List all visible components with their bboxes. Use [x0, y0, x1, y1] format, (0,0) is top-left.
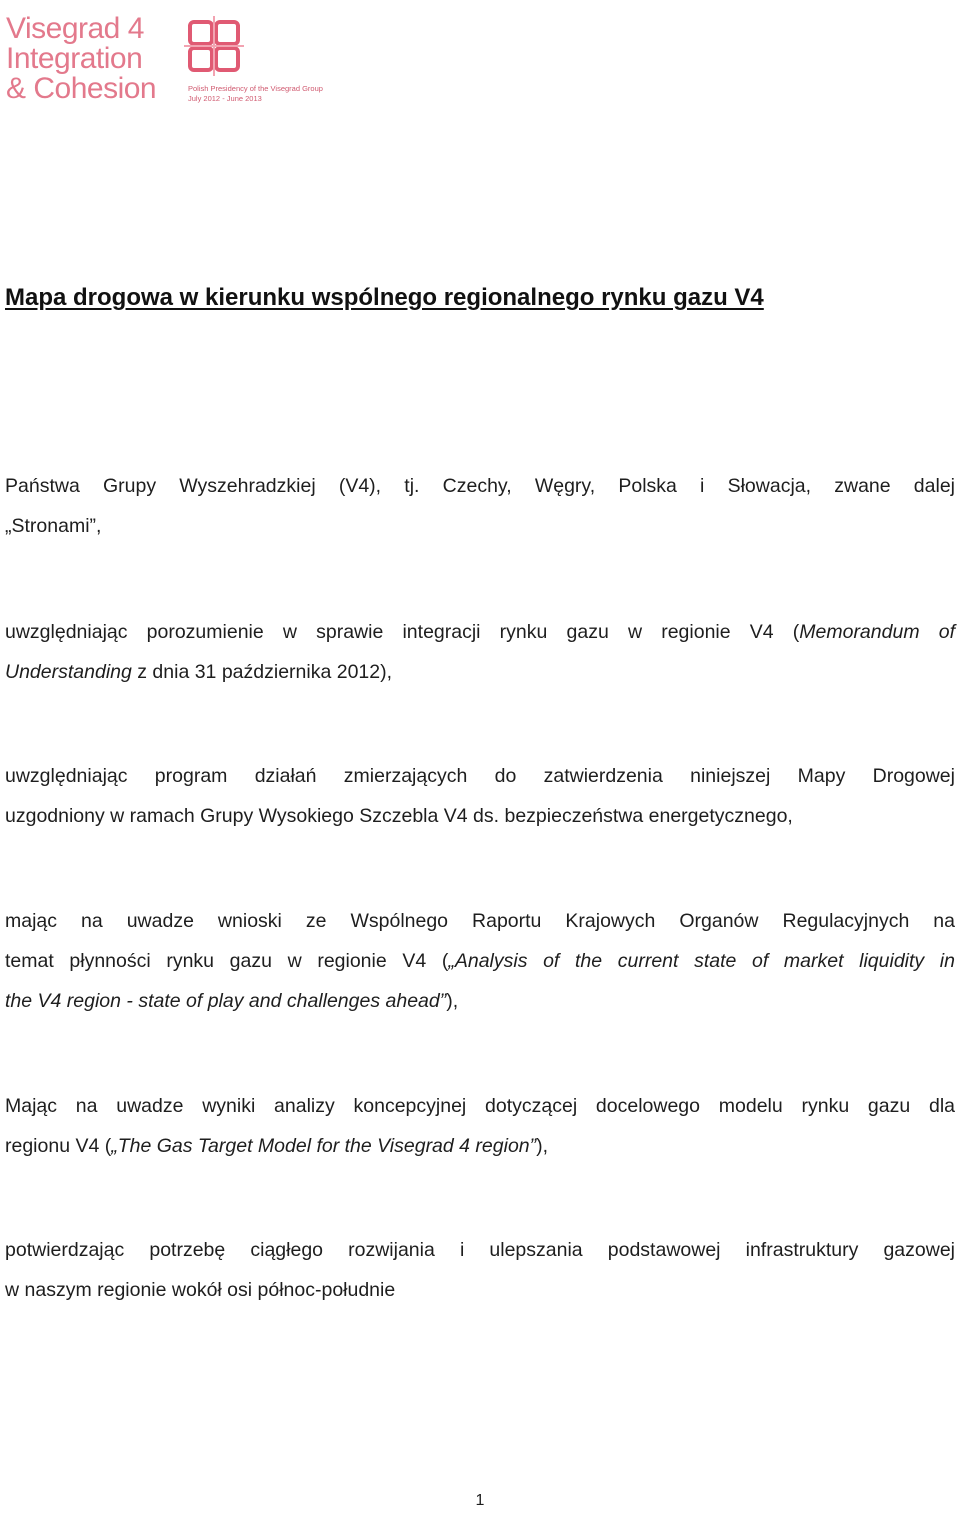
italic-run: „Analysis of the current state of market liquidity in: [448, 950, 955, 972]
paragraph-memorandum: [5, 612, 955, 692]
paragraph-line: [5, 981, 955, 1021]
logo-caption: [188, 84, 323, 104]
presidency-emblem-icon: [184, 16, 244, 76]
logo-wordmark: [6, 14, 178, 104]
text-run: regionu V4 (: [5, 1135, 112, 1157]
logo-line-3: & Cohesion: [6, 72, 157, 105]
paragraph-action-program: [5, 756, 955, 836]
paragraph-line: uzgodniony w ramach Grupy Wysokiego Szczebla V4 ds. bezpieczeństwa energetycznego,: [5, 805, 793, 827]
paragraph-regulators-report: [5, 901, 955, 1021]
logo-line-2: Integration: [6, 42, 143, 75]
document-title: Mapa drogowa w kierunku wspólnego regionalnego rynku gazu V4: [5, 284, 764, 311]
paragraph-parties: [5, 466, 955, 546]
logo-line-1: Visegrad 4: [6, 12, 144, 45]
paragraph-line: potwierdzając potrzebę ciągłego rozwijania i ulepszania podstawowej infrastruktury gazowej: [5, 1239, 955, 1261]
page-number: 1: [475, 1492, 485, 1509]
text-run: z dnia 31 października 2012),: [131, 661, 393, 683]
italic-run: Memorandum of: [799, 621, 955, 643]
paragraph-target-model: [5, 1086, 955, 1166]
paragraph-line: [5, 1126, 955, 1166]
text-run: ),: [446, 990, 459, 1012]
italic-run: Understanding: [5, 661, 132, 683]
logo-caption-line-1: Polish Presidency of the Visegrad Group: [188, 84, 323, 93]
paragraph-line: w naszym regionie wokół osi północ-południe: [5, 1279, 396, 1301]
paragraph-line: [5, 612, 955, 652]
paragraph-infrastructure: [5, 1230, 955, 1310]
paragraph-line: mając na uwadze wnioski ze Wspólnego Raportu Krajowych Organów Regulacyjnych na: [5, 910, 955, 932]
text-run: ),: [536, 1135, 549, 1157]
paragraph-line: [5, 652, 955, 692]
visegrad-logo: [6, 14, 356, 114]
logo-caption-line-2: July 2012 - June 2013: [188, 94, 262, 103]
paragraph-line: uwzględniając program działań zmierzających do zatwierdzenia niniejszej Mapy Drogowej: [5, 765, 955, 787]
paragraph-line: Państwa Grupy Wyszehradzkiej (V4), tj. Czechy, Węgry, Polska i Słowacja, zwane dalej: [5, 475, 955, 497]
paragraph-line: „Stronami”,: [5, 515, 102, 537]
paragraph-line: Mając na uwadze wyniki analizy koncepcyjnej dotyczącej docelowego modelu rynku gazu dla: [5, 1095, 955, 1117]
italic-run: „The Gas Target Model for the Visegrad 4 region”: [111, 1135, 537, 1157]
text-run: temat płynności rynku gazu w regionie V4 (: [5, 950, 449, 972]
text-run: uwzględniając porozumienie w sprawie integracji rynku gazu w regionie V4 (: [5, 621, 800, 643]
italic-run: the V4 region - state of play and challenges ahead”: [5, 990, 447, 1012]
paragraph-line: [5, 941, 955, 981]
